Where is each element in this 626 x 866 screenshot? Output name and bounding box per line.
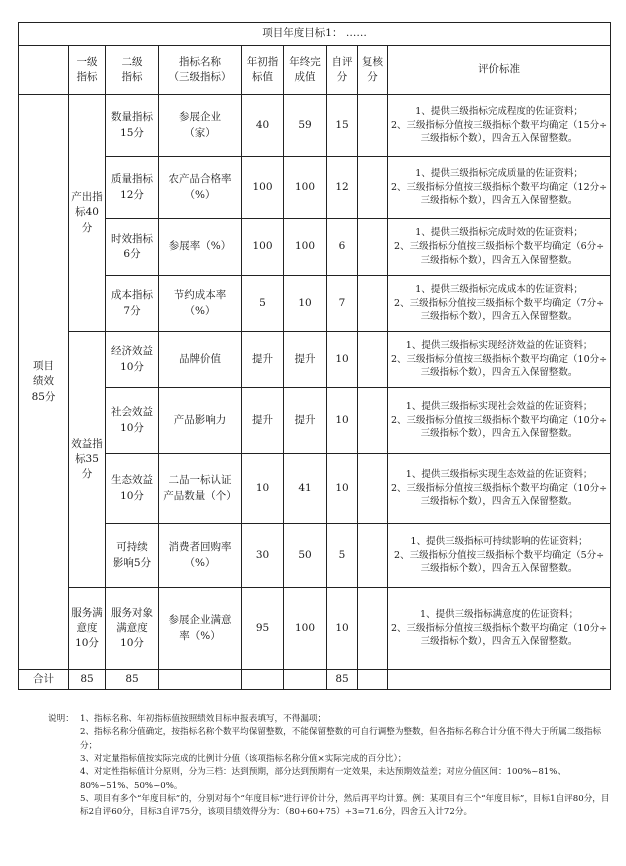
initial-value: 提升 <box>242 388 284 454</box>
final-value: 提升 <box>284 332 327 388</box>
level2-indicator: 生态效益 10分 <box>106 454 159 524</box>
total-level1: 85 <box>69 670 106 690</box>
header-criteria: 评价标准 <box>388 46 611 95</box>
initial-value: 30 <box>242 524 284 588</box>
header-level2: 二级 指标 <box>106 46 159 95</box>
level2-indicator: 数量指标 15分 <box>106 95 159 157</box>
total-blank <box>388 670 611 690</box>
self-score: 7 <box>327 276 358 332</box>
initial-value: 5 <box>242 276 284 332</box>
benefit-indicator-group: 效益指 标35 分 <box>69 332 106 588</box>
level2-indicator: 可持续 影响5分 <box>106 524 159 588</box>
table-row <box>19 524 611 588</box>
note-item: 5、项目有多个“年度目标”的，分别对每个“年度目标”进行评价计分，然后再平均计算。例：某项目有三个“年度目标”，目标1自评80分，目标2自评60分，目标3自评75分，该项目绩效得分为：（80+60+75）÷3=71.6分，四舍五入计72分。 <box>80 793 610 818</box>
final-value: 50 <box>284 524 327 588</box>
level2-indicator: 社会效益 10分 <box>106 388 159 454</box>
initial-value: 100 <box>242 157 284 219</box>
indicator-name: 参展企业满意 率（%） <box>159 588 242 670</box>
output-indicator-group: 产出指 标40 分 <box>69 95 106 332</box>
evaluation-criteria: 1、提供三级指标实现社会效益的佐证资料； 2、三级指标分值按三级指标个数平均确定（10分÷三级指标个数），四舍五入保留整数。 <box>388 388 611 454</box>
evaluation-criteria: 1、提供三级指标完成成本的佐证资料； 2、三级指标分值按三级指标个数平均确定（7分÷三级指标个数），四舍五入保留整数。 <box>388 276 611 332</box>
notes-list <box>48 713 618 820</box>
total-blank <box>159 670 242 690</box>
total-level2: 85 <box>106 670 159 690</box>
indicator-name: 参展率（%） <box>159 219 242 276</box>
initial-value: 95 <box>242 588 284 670</box>
header-level1: 一级 指标 <box>69 46 106 95</box>
final-value: 100 <box>284 588 327 670</box>
note-item: 3、对定量指标值按实际完成的比例计分值（该项指标名称分值×实际完成的百分比）； <box>80 753 407 764</box>
table-row <box>19 588 611 670</box>
notes-section <box>48 713 618 820</box>
service-satisfaction-group: 服务满 意度 10分 <box>69 588 106 670</box>
evaluation-criteria: 1、提供三级指标完成时效的佐证资料； 2、三级指标分值按三级指标个数平均确定（6分÷三级指标个数），四舍五入保留整数。 <box>388 219 611 276</box>
review-score <box>358 276 388 332</box>
indicator-name: 二品一标认证 产品数量（个） <box>159 454 242 524</box>
review-score <box>358 332 388 388</box>
initial-value: 提升 <box>242 332 284 388</box>
initial-value: 10 <box>242 454 284 524</box>
review-score <box>358 524 388 588</box>
total-blank <box>358 670 388 690</box>
note-item: 1、指标名称、年初指标值按照绩效目标申报表填写，不得漏项； <box>80 714 327 724</box>
review-score <box>358 454 388 524</box>
indicator-name: 消费者回购率 （%） <box>159 524 242 588</box>
self-score: 10 <box>327 588 358 670</box>
evaluation-criteria: 1、提供三级指标实现经济效益的佐证资料； 2、三级指标分值按三级指标个数平均确定（10分÷三级指标个数），四舍五入保留整数。 <box>388 332 611 388</box>
level2-indicator: 时效指标 6分 <box>106 219 159 276</box>
table-row <box>19 454 611 524</box>
evaluation-criteria: 1、提供三级指标满意度的佐证资料； 2、三级指标分值按三级指标个数平均确定（10分÷三级指标个数），四舍五入保留整数。 <box>388 588 611 670</box>
initial-value: 40 <box>242 95 284 157</box>
evaluation-criteria: 1、提供三级指标完成质量的佐证资料； 2、三级指标分值按三级指标个数平均确定（12分÷三级指标个数），四舍五入保留整数。 <box>388 157 611 219</box>
self-score: 10 <box>327 332 358 388</box>
note-item: 2、指标名称分值确定，按指标名称个数平均保留整数，不能保留整数的可自行调整为整数，但各指标名称合计分值不得大于所属二级指标分； <box>80 727 602 751</box>
final-value: 59 <box>284 95 327 157</box>
table-row <box>19 157 611 219</box>
self-score: 5 <box>327 524 358 588</box>
note-item: 4、对定性指标值计分原则，分为三档：达到预期，部分达到预期有一定效果，未达预期效益差；对应分值区间：100%~81%、80%~51%、50%~0%。 <box>80 767 567 791</box>
table-row <box>19 219 611 276</box>
evaluation-criteria: 1、提供三级指标完成程度的佐证资料； 2、三级指标分值按三级指标个数平均确定（15分÷三级指标个数），四舍五入保留整数。 <box>388 95 611 157</box>
self-score: 10 <box>327 454 358 524</box>
level2-indicator: 服务对象 满意度 10分 <box>106 588 159 670</box>
total-self-score: 85 <box>327 670 358 690</box>
review-score <box>358 588 388 670</box>
header-self-score: 自评 分 <box>327 46 358 95</box>
review-score <box>358 95 388 157</box>
total-row <box>19 670 611 690</box>
performance-evaluation-table <box>18 22 611 690</box>
review-score <box>358 157 388 219</box>
indicator-name: 农产品合格率 （%） <box>159 157 242 219</box>
header-review-score: 复核 分 <box>358 46 388 95</box>
review-score <box>358 219 388 276</box>
final-value: 100 <box>284 219 327 276</box>
final-value: 提升 <box>284 388 327 454</box>
final-value: 41 <box>284 454 327 524</box>
indicator-name: 节约成本率 （%） <box>159 276 242 332</box>
header-blank <box>19 46 69 95</box>
header-initial-value: 年初指 标值 <box>242 46 284 95</box>
self-score: 12 <box>327 157 358 219</box>
final-value: 10 <box>284 276 327 332</box>
total-blank <box>242 670 284 690</box>
table-row <box>19 276 611 332</box>
total-blank <box>284 670 327 690</box>
initial-value: 100 <box>242 219 284 276</box>
indicator-name: 参展企业 （家） <box>159 95 242 157</box>
project-performance-cell: 项目 绩效 85分 <box>19 95 69 670</box>
table-row <box>19 332 611 388</box>
level2-indicator: 质量指标 12分 <box>106 157 159 219</box>
evaluation-criteria: 1、提供三级指标可持续影响的佐证资料； 2、三级指标分值按三级指标个数平均确定（5分÷三级指标个数），四舍五入保留整数。 <box>388 524 611 588</box>
review-score <box>358 388 388 454</box>
header-level3: 指标名称 （三级指标） <box>159 46 242 95</box>
indicator-name: 品牌价值 <box>159 332 242 388</box>
evaluation-criteria: 1、提供三级指标实现生态效益的佐证资料； 2、三级指标分值按三级指标个数平均确定（10分÷三级指标个数），四舍五入保留整数。 <box>388 454 611 524</box>
total-label: 合计 <box>19 670 69 690</box>
table-row <box>19 388 611 454</box>
indicator-name: 产品影响力 <box>159 388 242 454</box>
header-final-value: 年终完 成值 <box>284 46 327 95</box>
self-score: 15 <box>327 95 358 157</box>
self-score: 6 <box>327 219 358 276</box>
project-annual-goal: 项目年度目标1： …… <box>19 23 611 46</box>
level2-indicator: 成本指标 7分 <box>106 276 159 332</box>
final-value: 100 <box>284 157 327 219</box>
table-row <box>19 95 611 157</box>
level2-indicator: 经济效益 10分 <box>106 332 159 388</box>
self-score: 10 <box>327 388 358 454</box>
notes-lead: 说明： <box>48 714 74 724</box>
